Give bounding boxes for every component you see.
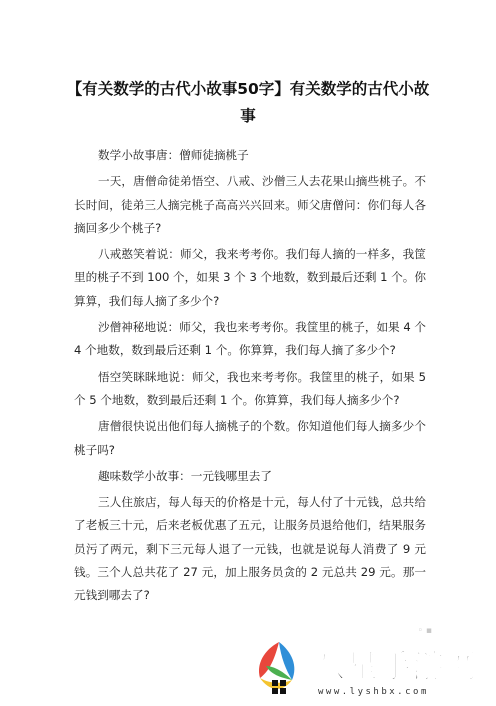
faint-mark: ◦ ▪ xyxy=(417,626,432,636)
paragraph: 沙僧神秘地说：师父，我也来考考你。我筐里的桃子，如果 4 个 4 个地数，数到最后还剩 1 个。你算算，我们每人摘了多少个? xyxy=(74,320,426,358)
brand-url: www.lyshbx.com xyxy=(318,687,429,697)
paragraph: 数学小故事唐：僧师徒摘桃子 xyxy=(98,148,249,162)
paragraph: 三人住旅店，每人每天的价格是十元，每人付了十元钱，总共给了老板三十元，后来老板优惠了五元，让服务员退给他们，结果服务员污了两元，剩下三元每人退了一元钱，也就是说每人消费了 9 元钱。三个人总共花了 27 元，加上服务员贪的 2 元总共 29 元。那一元钱到哪去了? xyxy=(74,495,426,603)
brand-name: 八星手游网 xyxy=(313,647,479,685)
paragraph: 趣味数学小故事：一元钱哪里去了 xyxy=(98,468,272,483)
document-title: 【有关数学的古代小故事50字】有关数学的古代小故事 xyxy=(66,80,430,125)
paragraph: 一天，唐僧命徒弟悟空、八戒、沙僧三人去花果山摘些桃子。不长时间，徒弟三人摘完桃子高高兴兴回来。师父唐僧问：你们每人各摘回多少个桃子? xyxy=(74,174,426,235)
paragraph: 八戒憨笑着说：师父，我来考考你。我们每人摘的一样多，我筐里的桃子不到 100 个，如果 3 个 3 个地数，数到最后还剩 1 个。你算算，我们每人摘了多少个? xyxy=(74,247,426,308)
paragraph: 悟空笑眯眯地说：师父，我也来考考你。我筐里的桃子，如果 5 个 5 个地数，数到最后还剩 1 个。你算算，我们每人摘多少个? xyxy=(74,369,426,407)
paragraph: 唐僧很快说出他们每人摘桃子的个数。你知道他们每人摘多少个桃子吗? xyxy=(74,419,426,457)
document-body xyxy=(74,144,426,611)
brand-logo-icon xyxy=(246,636,312,702)
